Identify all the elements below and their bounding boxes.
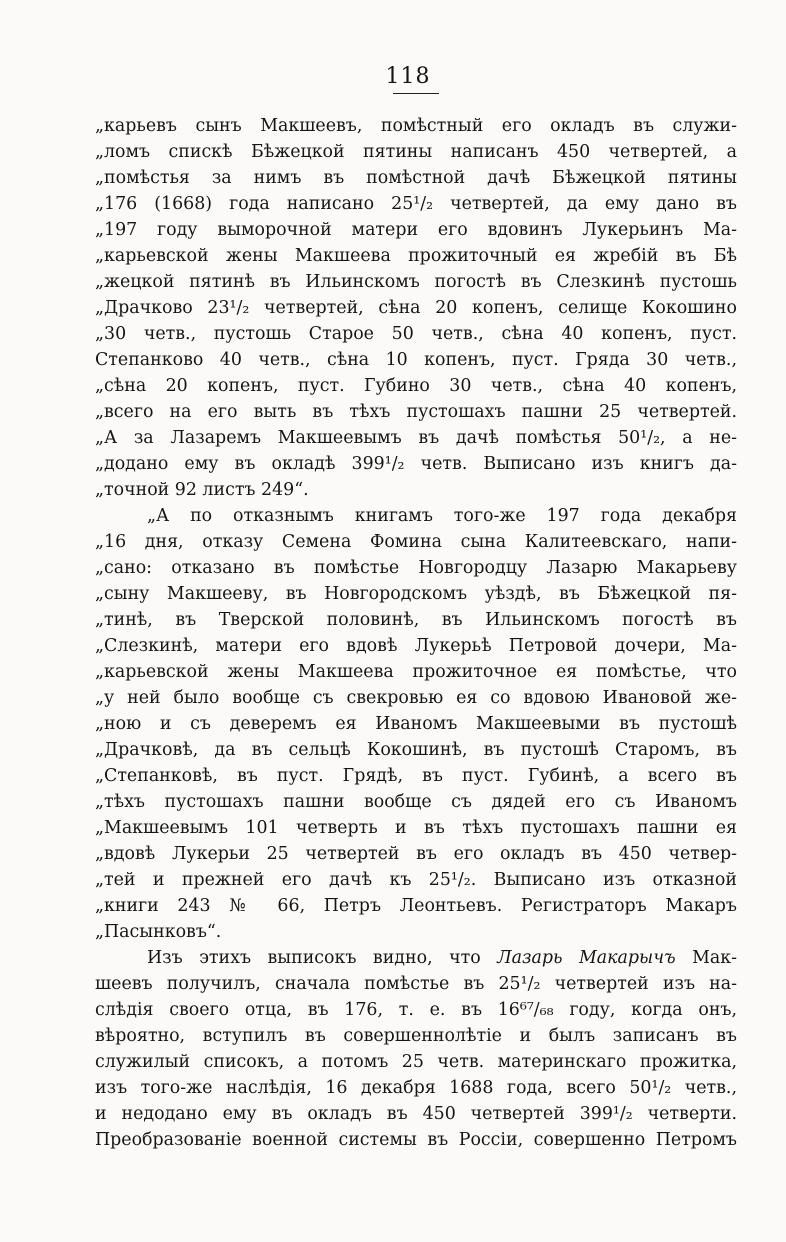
text-line: „сыну Макшееву, въ Новгородскомъ уѣздѣ, въ Бѣжецкой пя-: [95, 584, 737, 604]
text-line: „додано ему въ окладѣ 399¹/₂ четв. Выписано изъ книгъ да-: [95, 454, 737, 474]
text-line: „ломъ спискѣ Бѣжецкой пятины написанъ 450 четвертей, а: [95, 142, 737, 162]
paragraph-start-line: „А по отказнымъ книгамъ того-же 197 года декабря: [147, 506, 737, 526]
text-line: „карьевъ сынъ Макшеевъ, помѣстный его окладъ въ служи-: [95, 116, 737, 136]
text-line: „30 четв., пустошь Старое 50 четв., сѣна 40 копенъ, пуст.: [95, 324, 737, 344]
line-text: Мак-: [675, 948, 737, 968]
text-line: и недодано ему въ окладъ въ 450 четвертей 399¹/₂ четверти.: [95, 1104, 737, 1124]
text-line: „тинѣ, въ Тверской половинѣ, въ Ильинскомъ погостѣ въ: [95, 610, 737, 630]
text-line: „сано: отказано въ помѣстье Новгородцу Лазарю Макарьеву: [95, 558, 737, 578]
text-line: Степанково 40 четв., сѣна 10 копенъ, пуст. Гряда 30 четв.,: [95, 350, 737, 370]
text-line: „жецкой пятинѣ въ Ильинскомъ погостѣ въ Слезкинѣ пустошь: [95, 272, 737, 292]
text-line: „176 (1668) года написано 25¹/₂ четвертей, да ему дано въ: [95, 194, 737, 214]
text-line: „тѣхъ пустошахъ пашни вообще съ дядей его съ Иваномъ: [95, 792, 737, 812]
text-line: „карьевской жены Макшеева прожиточное ея помѣстье, что: [95, 662, 737, 682]
text-line: служилый списокъ, а потомъ 25 четв. материнскаго прожитка,: [95, 1052, 737, 1072]
text-line: „Драчково 23¹/₂ четвертей, сѣна 20 копенъ, селище Кокошино: [95, 298, 737, 318]
text-line: слѣдія своего отца, въ 176, т. е. въ 16⁶⁷/₆₈ году, когда онъ,: [95, 1000, 737, 1020]
text-line: „карьевской жены Макшеева прожиточный ея жребій въ Бѣ: [95, 246, 737, 266]
paragraph-end-line: „Пасынковъ“.: [95, 922, 222, 942]
text-line: „16 дня, отказу Семена Фомина сына Калитеевскаго, напи-: [95, 532, 737, 552]
text-line: „Слезкинѣ, матери его вдовѣ Лукерьѣ Петровой дочери, Ма-: [95, 636, 737, 656]
text-line: „вдовѣ Лукерьи 25 четвертей въ его окладъ въ 450 четвер-: [95, 844, 737, 864]
text-line: „у ней было вообще съ свекровью ея со вдовою Ивановой же-: [95, 688, 737, 708]
text-line: „сѣна 20 копенъ, пуст. Губино 30 четв., сѣна 40 копенъ,: [95, 376, 737, 396]
text-line: „Драчковѣ, да въ сельцѣ Кокошинѣ, въ пустошѣ Старомъ, въ: [95, 740, 737, 760]
paragraph-end-line: „точной 92 листъ 249“.: [95, 480, 309, 500]
text-line: „всего на его выть въ тѣхъ пустошахъ пашни 25 четвертей.: [95, 402, 737, 422]
text-line: вѣроятно, вступилъ въ совершеннолѣтіе и былъ записанъ въ: [95, 1026, 737, 1046]
italic-name: Лазарь Макарычъ: [497, 948, 676, 968]
text-line: „Степанковѣ, въ пуст. Грядѣ, въ пуст. Губинѣ, а всего въ: [95, 766, 737, 786]
body-text: [95, 113, 737, 1153]
text-line: „197 году выморочной матери его вдовинъ Лукерьинъ Ма-: [95, 220, 737, 240]
text-line: Преобразованіе военной системы въ Россіи, совершенно Петромъ: [95, 1130, 737, 1150]
text-line: изъ того-же наслѣдія, 16 декабря 1688 года, всего 50¹/₂ четв.,: [95, 1078, 737, 1098]
page-number-rule: [393, 93, 439, 94]
text-line: „тей и прежней его дачѣ къ 25¹/₂. Выписано изъ отказной: [95, 870, 737, 890]
text-line: „А за Лазаремъ Макшеевымъ въ дачѣ помѣстья 50¹/₂, а не-: [95, 428, 737, 448]
line-text: Изъ этихъ выписокъ видно, что: [147, 948, 481, 968]
page-number: 118: [385, 64, 431, 89]
text-line: „книги 243 № 66, Петръ Леонтьевъ. Регистраторъ Макаръ: [95, 896, 737, 916]
text-line: „Макшеевымъ 101 четверть и въ тѣхъ пустошахъ пашни ея: [95, 818, 737, 838]
paragraph-start-line: [95, 945, 737, 971]
text-line: шеевъ получилъ, сначала помѣстье въ 25¹/₂ четвертей изъ на-: [95, 974, 737, 994]
text-line: „помѣстья за нимъ въ помѣстной дачѣ Бѣжецкой пятины: [95, 168, 737, 188]
text-line: „ною и съ деверемъ ея Иваномъ Макшеевыми въ пустошѣ: [95, 714, 737, 734]
